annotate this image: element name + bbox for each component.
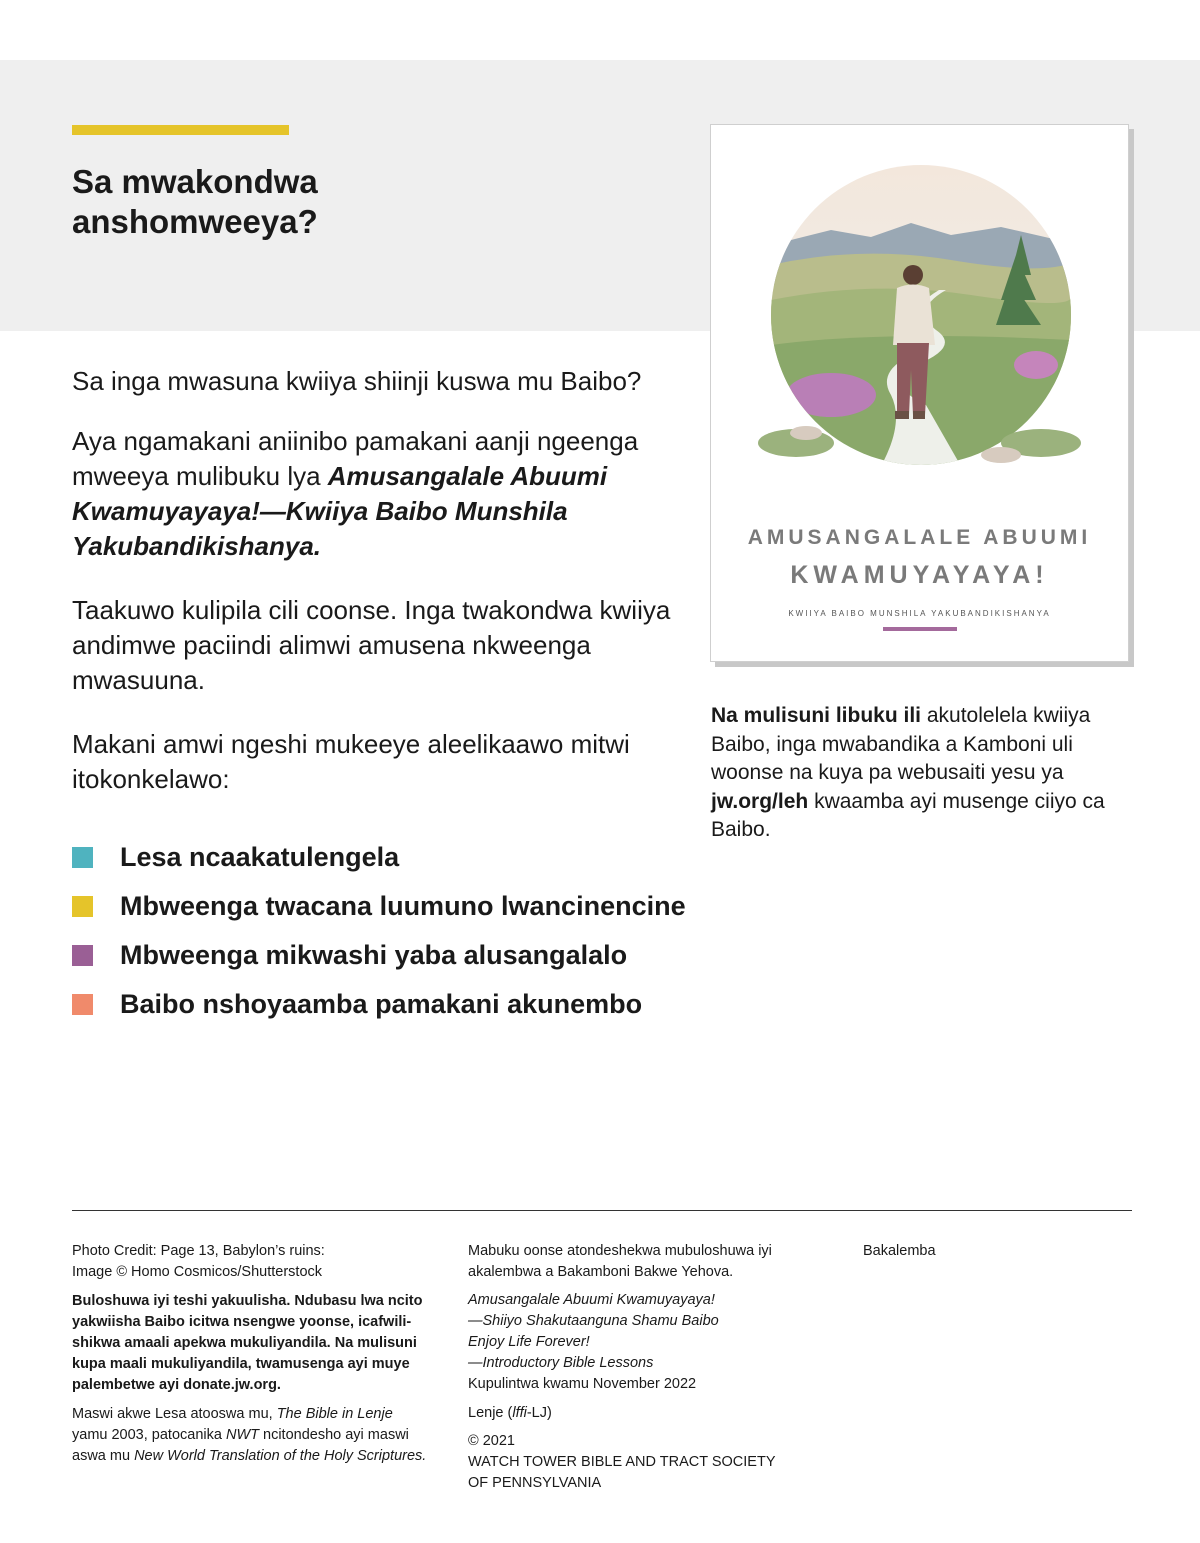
intro-p2-text: Aya ngamakani aniinibo pamakani aanji ngeenga mweeya mulibuku lya — [72, 426, 639, 491]
copyright — [468, 1431, 828, 1494]
footer-divider — [72, 1210, 1132, 1211]
offer-bold: Na mulisuni libuku ili — [711, 704, 922, 727]
topic-list — [72, 838, 692, 1034]
topic-label: Lesa ncaakatulengela — [120, 842, 400, 872]
square-bullet-icon — [72, 945, 93, 966]
list-item — [72, 936, 692, 985]
intro-paragraph-topics: Makani amwi ngeshi mukeeye aleelikaawo mitwi itokonkelawo: — [72, 729, 630, 794]
square-bullet-icon — [72, 847, 93, 868]
photo-credit-line1: Photo Credit: Page 13, Babylon’s ruins: — [72, 1243, 325, 1259]
publication-titles — [468, 1290, 828, 1395]
bible-note-e: ncitondesho ayi maswi aswa mu — [72, 1427, 409, 1464]
title-line-2: anshomweeya? — [72, 203, 318, 240]
list-item — [72, 887, 692, 936]
list-item — [72, 838, 692, 887]
intro-question: Sa inga mwasuna kwiiya shiinji kuswa mu Baibo? — [72, 366, 642, 396]
study-offer-text — [711, 702, 1131, 845]
website-link[interactable]: jw.org/leh — [711, 789, 809, 813]
title-line-b: —Shiiyo Shakutaanguna Shamu Baibo — [468, 1313, 719, 1329]
publications-note — [468, 1241, 828, 1283]
lang-b: lffi — [512, 1405, 527, 1421]
title-line-1: Sa mwakondwa — [72, 163, 318, 200]
book-title-inline: Amusangalale Abuumi Kwamuyayaya!—Kwiiya Baibo Munshila Yakubandikishanya. — [72, 461, 608, 561]
topic-label: Mbweenga twacana luumuno lwancinencine — [120, 891, 686, 921]
book-cover-title-line1: AMUSANGALALE ABUUMI — [747, 526, 1092, 549]
donation-notice: Buloshuwa iyi teshi yakuulisha. Ndubasu lwa ncito yakwiisha Baibo icitwa nsengwe yoonse, icafwilishikwa amaali apekwa mukuliyandila. Na mulisuni kupa maali mukuliyandila, twamusenga ayi muye palembetwe ayi donate.jw.org. — [72, 1293, 423, 1393]
publications-line2: akalembwa a Bakamboni Bakwe Yehova. — [468, 1264, 734, 1280]
topic-label: Mbweenga mikwashi yaba alusangalalo — [120, 940, 628, 970]
society-line1: WATCH TOWER BIBLE AND TRACT SOCIETY — [468, 1454, 776, 1470]
title-line-d: —Introductory Bible Lessons — [468, 1355, 654, 1371]
photo-credit — [72, 1241, 432, 1283]
publications-line1: Mabuku oonse atondeshekwa mubuloshuwa iyi — [468, 1243, 772, 1259]
bible-note-c: yamu 2003, patocanika — [72, 1427, 226, 1443]
intro-paragraph-book — [72, 424, 672, 564]
book-cover-subtitle: KWIIYA BAIBO MUNSHILA YAKUBANDIKISHANYA — [788, 609, 1051, 618]
book-cover-title-line2: KWAMUYAYAYA! — [790, 561, 1049, 589]
printed-date: Kupulintwa kwamu November 2022 — [468, 1376, 697, 1392]
bible-note-d: NWT — [225, 1427, 259, 1443]
photo-credit-line2: Image © Homo Cosmicos/Shutterstock — [72, 1264, 323, 1280]
square-bullet-icon — [72, 994, 93, 1015]
book-cover — [710, 124, 1129, 662]
topic-label: Baibo nshoyaamba pamakani akunembo — [120, 989, 643, 1019]
title-line-a: Amusangalale Abuumi Kwamuyayaya! — [468, 1292, 715, 1308]
publisher-name: Bakalemba — [863, 1243, 936, 1259]
title-line-c: Enjoy Life Forever! — [468, 1334, 590, 1350]
bible-note-b: The Bible in Lenje — [276, 1406, 393, 1422]
accent-bar — [72, 125, 289, 135]
list-item — [72, 985, 692, 1034]
bible-note-a: Maswi akwe Lesa atooswa mu, — [72, 1406, 277, 1422]
offer-text-2: kwaamba ayi musenge ciiyo ca Baibo. — [711, 789, 1105, 841]
intro-paragraph-free: Taakuwo kulipila cili coonse. Inga twakondwa kwiiya andimwe paciindi alimwi amusena nkweenga mwasuuna. — [72, 595, 671, 695]
book-cover-underline — [883, 627, 957, 631]
square-bullet-icon — [72, 896, 93, 917]
offer-text-1: akutolelela kwiiya Baibo, inga mwabandika a Kamboni uli woonse na kuya pa webusaiti yesu ya — [711, 704, 1091, 784]
language-code — [468, 1403, 828, 1424]
bible-note-f: New World Translation of the Holy Scriptures. — [134, 1448, 427, 1464]
page-title — [72, 162, 492, 242]
bible-translation-note — [72, 1404, 432, 1467]
lang-a: Lenje ( — [468, 1405, 513, 1421]
copyright-year: © 2021 — [468, 1433, 515, 1449]
lang-c: -LJ) — [526, 1405, 552, 1421]
society-line2: OF PENNSYLVANIA — [468, 1475, 602, 1491]
